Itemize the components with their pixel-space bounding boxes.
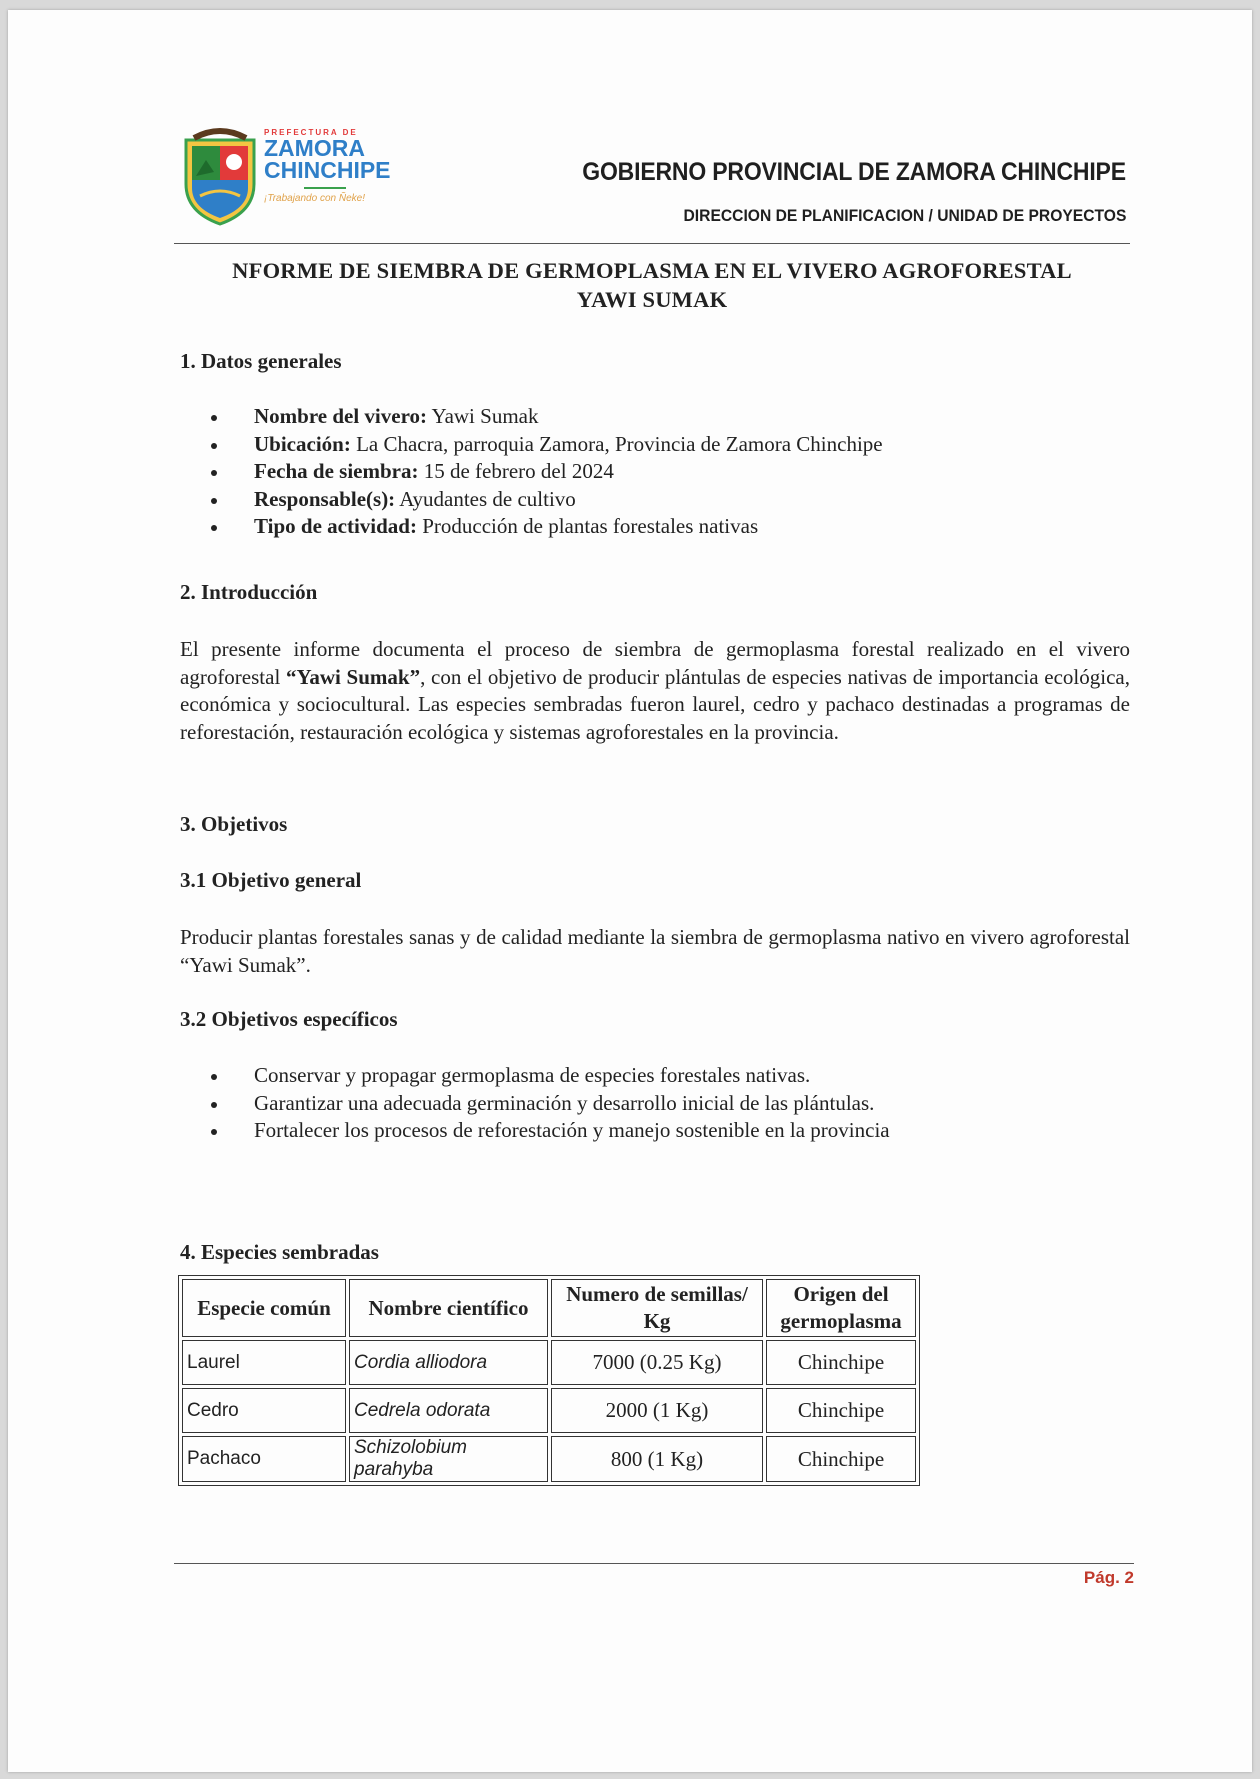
list-item: Ubicación: La Chacra, parroquia Zamora, Provincia de Zamora Chinchipe	[205, 431, 883, 459]
logo-slogan: ¡Trabajando con Ñeke!	[264, 193, 365, 204]
section4-heading: 4. Especies sembradas	[180, 1240, 379, 1264]
table-header-row	[182, 1279, 916, 1337]
document-title-line1: NFORME DE SIEMBRA DE GERMOPLASMA EN EL VIVERO AGROFORESTAL	[232, 258, 1072, 283]
cell-origin: Chinchipe	[766, 1436, 916, 1482]
logo-name-line1: ZAMORA	[264, 135, 365, 161]
logo-name-line2: CHINCHIPE	[264, 157, 391, 183]
header-subtitle: DIRECCION DE PLANIFICACION / UNIDAD DE PROYECTOS	[683, 206, 1126, 225]
table-row	[182, 1388, 916, 1433]
section2-heading: 2. Introducción	[180, 580, 318, 604]
logo-prefix: PREFECTURA DE	[264, 128, 358, 137]
column-header: Nombre científico	[349, 1279, 548, 1337]
cell-common-name: Pachaco	[182, 1436, 346, 1482]
species-table	[178, 1275, 920, 1486]
section1-heading: 1. Datos generales	[180, 349, 342, 373]
cell-seeds: 800 (1 Kg)	[551, 1436, 763, 1482]
specific-objectives-heading: 3.2 Objetivos específicos	[180, 1007, 398, 1031]
cell-scientific-name: Schizolobium parahyba	[349, 1436, 548, 1482]
table-row	[182, 1340, 916, 1385]
section3-heading: 3. Objetivos	[180, 812, 288, 836]
specific-objectives-list	[205, 1062, 890, 1145]
cell-scientific-name: Cedrela odorata	[349, 1388, 548, 1433]
list-item: Tipo de actividad: Producción de plantas forestales nativas	[205, 513, 883, 541]
list-item: Fecha de siembra: 15 de febrero del 2024	[205, 458, 883, 486]
document-title	[174, 256, 1130, 314]
general-objective-text: Producir plantas forestales sanas y de calidad mediante la siembra de germoplasma nativo en vivero agroforestal “Yawi Sumak”.	[180, 925, 1130, 977]
logo-divider	[304, 187, 346, 189]
column-header: Numero de semillas/ Kg	[551, 1279, 763, 1337]
prefectura-logo	[182, 120, 412, 230]
cell-seeds: 2000 (1 Kg)	[551, 1388, 763, 1433]
cell-common-name: Cedro	[182, 1388, 346, 1433]
table-row	[182, 1436, 916, 1482]
cell-origin: Chinchipe	[766, 1340, 916, 1385]
header-title: GOBIERNO PROVINCIAL DE ZAMORA CHINCHIPE	[582, 158, 1126, 186]
list-item: Nombre del vivero: Yawi Sumak	[205, 403, 883, 431]
list-item: Fortalecer los procesos de reforestación y manejo sostenible en la provincia	[205, 1117, 890, 1145]
general-objective-heading: 3.1 Objetivo general	[180, 868, 362, 892]
document-title-line2: YAWI SUMAK	[576, 287, 728, 312]
list-item: Conservar y propagar germoplasma de especies forestales nativas.	[205, 1062, 890, 1090]
header-divider	[174, 243, 1130, 244]
cell-origin: Chinchipe	[766, 1388, 916, 1433]
cell-common-name: Laurel	[182, 1340, 346, 1385]
footer-divider	[174, 1563, 1134, 1564]
list-item: Responsable(s): Ayudantes de cultivo	[205, 486, 883, 514]
introduction-paragraph: El presente informe documenta el proceso de siembra de germoplasma forestal realizado en el vivero agroforestal “Yawi Sumak”, con el objetivo de producir plántulas de especies nativas de importancia ecológica, económica y sociocultural. Las especies sembradas fueron laurel, cedro y pachaco destinadas a programas de reforestación, restauración ecológica y sistemas agroforestales en la provincia.	[180, 637, 1130, 744]
general-data-list	[205, 403, 883, 541]
column-header: Especie común	[182, 1279, 346, 1337]
list-item: Garantizar una adecuada germinación y desarrollo inicial de las plántulas.	[205, 1090, 890, 1118]
column-header: Origen del germoplasma	[766, 1279, 916, 1337]
cell-scientific-name: Cordia alliodora	[349, 1340, 548, 1385]
cell-seeds: 7000 (0.25 Kg)	[551, 1340, 763, 1385]
page-number: Pág. 2	[1083, 1568, 1134, 1587]
shield-emblem-icon	[182, 126, 258, 226]
